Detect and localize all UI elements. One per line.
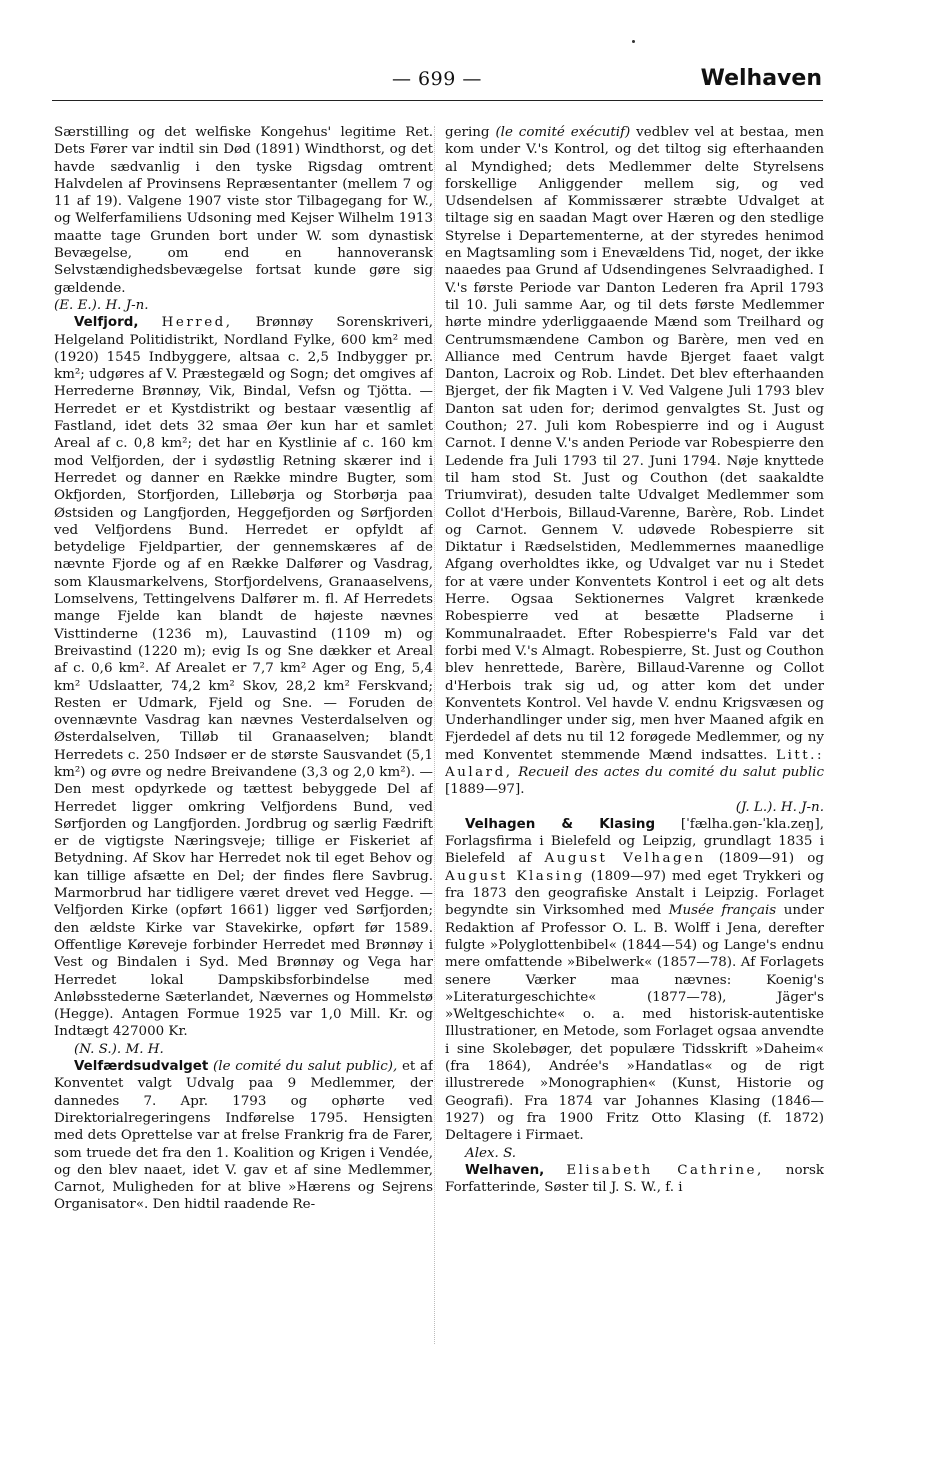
entry-velfaerdsudvalget	[54, 1058, 433, 1214]
velfaerd-text: et af Konventet valgt Udvalg paa 9 Medlemmer, der dannedes 7. Apr. 1793 og ophørte ved Direktorialregeringens Indførelse 1795. Hensigten med dets Oprettelse var at frelse Frankrig fra de Farer, som truede det fra den 1. Koalition og Krigen i Vendée, og den blev naaet, idet V. gav et af sine Medlemmer, Carnot, Muligheden for at blive »Hærens og Sejrens Organisator«. Den hidtil raadende Re-	[54, 1059, 433, 1213]
running-headword: Welhaven	[700, 66, 822, 91]
left-column	[54, 124, 433, 1354]
velfaerd-cont-start: gering	[445, 125, 490, 140]
right-column	[445, 124, 824, 1354]
literature-title: Recueil des actes du comité du salut public	[518, 764, 824, 780]
velhagen-signature: Alex. S.	[465, 1145, 517, 1161]
velhagen-text-4: under Redaktion af Professor O. L. B. Wolff i Jena, derefter fulgte »Polyglottenbibel« (1844—54) og Lange's endnu mere omfattende »Bibelwerk« (1857—78). Af Forlagets senere Værker maa nævnes: Koenig's »Literaturgeschichte« (1877—78), Jäger's »Weltgeschichte« o. a. med historisk-autentiske Illustrationer, en Metode, som Forlaget ogsaa anvendte i sine Skolebøger, det populære Tidsskrift »Daheim« (fra 1864), Andrée's »Handatlas« og de rigt illustrerede »Monographien« (Kunst, Historie og Geografi). Fra 1874 var Johannes Klasing (1846—1927) og fra 1900 Fritz Otto Klasing (f. 1872) Deltagere i Firmaet.	[445, 903, 824, 1144]
velhagen-text-2: (1809—91) og	[718, 851, 824, 867]
literature-author: Aulard,	[445, 764, 513, 780]
literature-label: Litt.:	[776, 747, 824, 763]
welhaven-text: norsk Forfatterinde, Søster til J. S. W., f. i	[445, 1162, 824, 1196]
page-number: — 699 —	[392, 68, 482, 90]
welfer-text: Særstilling og det welfiske Kongehus' legitime Ret. Dets Fører var indtil sin Død (1891) Windthorst, og det havde sædvanlig i den tyske Rigsdag omtrent Halvdelen af Provinsens Repræsentanter (mellem 7 og 11 af 19). Valgene 1907 viste stor Tilbagegang for W., og Welferfamiliens Udsoning med Kejser Wilhelm 1913 maatte tage Grunden bort under W. som dynastisk Bevægelse, om end en hannoveransk Selvstændighedsbevægelse fortsat kunde gøre sig gældende.	[54, 125, 433, 296]
welhaven-lemma: Welhaven,	[465, 1162, 545, 1178]
entry-velfaerd-continuation	[445, 124, 824, 816]
velfjord-text: Brønnøy Sorenskriveri, Helgeland Politidistrikt, Nordland Fylke, 600 km² med (1920) 1545 Indbyggere, altsaa c. 2,5 Indbygger pr. km²; udgøres af V. Præstegæld og Sogn; det omgives af Herrederne Brønnøy, Vik, Bindal, Vefsn og Tjötta. — Herredet er et Kystdistrikt og bestaar væsentlig af Fastland, idet dets 32 smaa Øer kun har et samlet Areal af c. 0,8 km²; det har en Kystlinie af c. 160 km mod Velfjorden, der i sydøstlig Retning skærer ind i Herredet og danner en Række mindre Bugter, som Okfjorden, Storfjorden, Lillebørja og Storbørja paa Østsiden og Langfjorden, Heggefjorden og Sørfjorden ved Velfjordens Bund. Herredet er opfyldt af betydelige Fjeldpartier, der gennemskæres af de nævnte Fjorde og af en Række Dalfører og Vasdrag, som Klausmarkelvens, Storfjordelvens, Granaaselvens, Lomselvens, Tettingelvens Dalfører m. fl. Af Herredets mange Fjelde kan blandt de højeste nævnes Visttinderne (1236 m), Lauvastind (1109 m) og Breivastind (1220 m); evig Is og Sne dækker et Areal af c. 0,6 km². Af Arealet er 7,7 km² Ager og Eng, 5,4 km² Udslaatter, 74,2 km² Skov, 28,2 km² Ferskvand; Resten er Udmark, Fjeld og Sne. — Foruden de ovennævnte Vasdrag kan nævnes Vesterdalselven og Østerdalselven, Tilløb til Granaaselven; blandt Herredets c. 250 Indsøer er de største Sausvandet (5,1 km²) og øvre og nedre Breivandene (3,3 og 2,0 km²). — Den mest opdyrkede og tættest bebyggede Del af Herredet ligger omkring Velfjordens Bund, ved Sørfjorden og Langfjorden. Jordbrug og særlig Fædrift er de vigtigste Næringsveje; tillige er Fiskeriet af Betydning. Af Skov har Herredet nok til eget Behov og kan tillige afsætte en Del; der findes flere Savbrug. Marmorbrud har tidligere været drevet ved Hegge. — Velfjorden Kirke (opført 1661) ligger ved Sørfjorden; den ældste Kirke var Stavekirke, opført før 1589. Offentlige Køreveje forbinder Herredet med Brønnøy i Vest og Bindalen i Syd. Med Brønnøy og Vega har Herredet lokal Dampskibsforbindelse med Anløbsstederne Sæterlandet, Nævernes og Hommelstø (Hegge). Antagen Formue 1925 var 1,0 Mill. Kr. og Indtægt 427000 Kr.	[54, 315, 433, 1040]
velfjord-lemma: Velfjord,	[74, 315, 139, 331]
ink-speck	[632, 40, 635, 43]
velhagen-text-1: [ˈfælha.gən-ˈkla.zeŋ], Forlagsfirma i Bielefeld og Leipzig, grundlagt 1835 i Bielefeld af	[445, 816, 824, 867]
velfaerd-cont-french: (le comité exécutif)	[495, 125, 631, 140]
entry-welfer-continuation	[54, 124, 433, 314]
velfaerd-cont-text: vedblev vel at bestaa, men kom under V.'s Kontrol, og det tiltog sig efterhaanden al Myndighed; dets Medlemmer delte Styrelsens forskellige Anliggender mellem sig, og ved Udsendelsen af Kommissærer stræbte Udvalget at tiltage sig en saadan Magt over Hæren og den stedlige Styrelse i Departementerne, at der styredes henimod en Magtsamling som i Enevældens Tid, noget, der ikke naaedes paa Grund af Udsendingenes Selvraadighed. I V.'s første Periode var Danton Lederen fra April 1793 til 10. Juli samme Aar, og til dets første Medlemmer hørte mindre yderliggaaende Mænd som Treilhard og Centrumsmændene Cambon og Barère, men ved en Alliance med Centrum havde Bjerget faaet valgt Danton, Lacroix og Rob. Lindet. Det blev efterhaanden Bjerget, der fik Magten i V. Ved Valgene Juli 1793 blev Danton sat uden for; derimod genvalgtes St. Just og Couthon; 27. Juli kom Robespierre ind og i August Carnot. I denne V.'s anden Periode var Robespierre den Ledende fra Juli 1793 til 27. Juni 1794. Nøje knyttede til ham stod St. Just og Couthon (det saakaldte Triumvirat), desuden talte Udvalget Medlemmer som Collot d'Herbois, Billaud-Varenne, Barère, Rob. Lindet og Carnot. Gennem V. udøvede Robespierre sit Diktatur i Rædselstiden, Medlemmernes maanedlige Afgang overholdtes ikke, og Udvalget var nu i Stedet for at være under Konventets Kontrol i eet og alt dets Herre. Ogsaa Sektionernes Valgret krænkede Robespierre ved at besætte Pladserne i Kommunalraadet. Efter Robespierre's Fald var det forbi med V.'s Almagt. Robespierre, St. Just og Couthon blev henrettede, Barère, Billaud-Varenne og Collot d'Herbois trak sig ud, og atter kom det under Konventets Kontrol. Vel havde V. endnu Krigsvæsen og Underhandlinger under sig, men hver Maaned afgik en Fjerdedel af dets nu til 12 forøgede Medlemmer, og ny med Konventet stemmende Mænd indsattes.	[445, 125, 824, 763]
header-rule	[52, 100, 823, 101]
entry-welhaven	[445, 1162, 824, 1197]
velfjord-type: Herred,	[161, 315, 233, 331]
velhagen-text-3: (1809—97) med eget Trykkeri og fra 1873 den geografiske Anstalt i Leipzig. Forlaget begyndte sin Virksomhed med	[445, 868, 824, 919]
welhaven-name: Elisabeth Cathrine,	[566, 1162, 764, 1178]
entry-velfjord	[54, 314, 433, 1058]
velfjord-signature: (N. S.). M. H.	[74, 1041, 164, 1057]
velhagen-lemma: Velhagen & Klasing	[465, 816, 656, 832]
velfaerd-lemma: Velfærdsudvalget	[74, 1059, 209, 1075]
column-divider	[434, 126, 435, 1344]
velfaerd-french: (le comité du salut public),	[213, 1059, 398, 1075]
velhagen-founder-2: August Klasing	[445, 868, 585, 884]
velhagen-publication: Musée français	[668, 903, 777, 919]
welfer-signature: (E. E.). H. J-n.	[54, 297, 149, 313]
velhagen-founder-1: August Velhagen	[544, 851, 706, 867]
literature-years: [1889—97].	[445, 782, 525, 798]
velfaerd-signature: (J. L.). H. J-n.	[735, 799, 824, 815]
entry-velhagen-klasing	[445, 816, 824, 1162]
page-header	[52, 68, 822, 96]
